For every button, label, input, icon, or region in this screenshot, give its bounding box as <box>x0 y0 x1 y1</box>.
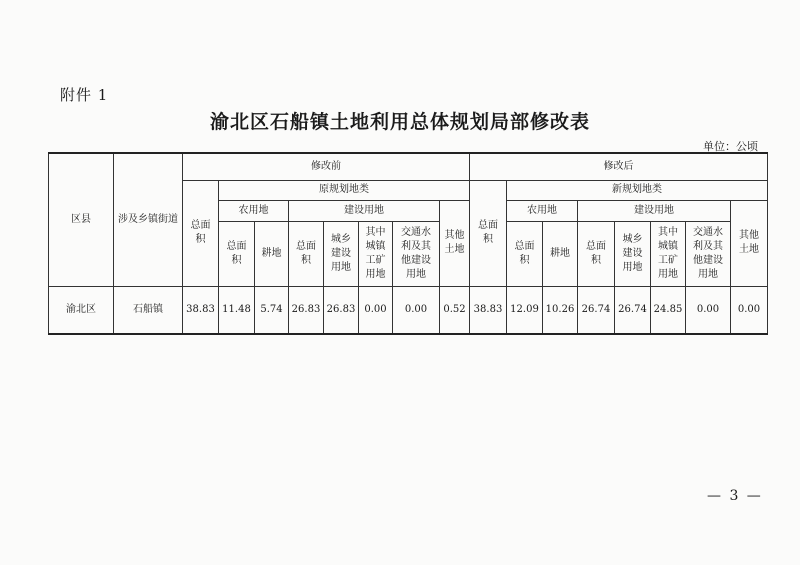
cell-before-cultivated: 5.74 <box>255 286 289 334</box>
header-before-transport: 交通水利及其他建设用地 <box>393 221 440 286</box>
cell-before-other: 0.52 <box>440 286 470 334</box>
header-after-urban-rural: 城乡建设用地 <box>615 221 651 286</box>
cell-before-total: 38.83 <box>183 286 219 334</box>
header-before-total-area: 总面积 <box>183 180 219 286</box>
cell-before-agri-total: 11.48 <box>219 286 255 334</box>
header-after-cons-total: 总面积 <box>578 221 615 286</box>
header-after-cultivated: 耕地 <box>543 221 578 286</box>
header-before-agri: 农用地 <box>219 200 289 221</box>
modification-table <box>48 152 768 335</box>
header-before-urban-rural: 城乡建设用地 <box>324 221 359 286</box>
header-before: 修改前 <box>183 153 470 180</box>
cell-after-urban-industrial: 24.85 <box>651 286 686 334</box>
header-after: 修改后 <box>470 153 768 180</box>
cell-before-urban-industrial: 0.00 <box>359 286 393 334</box>
header-new-class: 新规划地类 <box>507 180 768 200</box>
header-before-urban-industrial: 其中城镇工矿用地 <box>359 221 393 286</box>
page-number: — 3 — <box>707 488 763 504</box>
header-before-cons-total: 总面积 <box>289 221 324 286</box>
cell-after-other: 0.00 <box>731 286 768 334</box>
header-district: 区县 <box>49 153 114 286</box>
cell-after-urban-rural: 26.74 <box>615 286 651 334</box>
header-before-agri-total: 总面积 <box>219 221 255 286</box>
unit-label: 单位：公顷 <box>703 140 758 153</box>
header-after-total-area: 总面积 <box>470 180 507 286</box>
cell-after-total: 38.83 <box>470 286 507 334</box>
document-title: 渝北区石船镇土地利用总体规划局部修改表 <box>209 111 590 133</box>
header-before-other-land: 其他土地 <box>440 200 470 286</box>
attachment-label: 附件 1 <box>60 86 109 104</box>
header-after-agri-total: 总面积 <box>507 221 543 286</box>
header-after-urban-industrial: 其中城镇工矿用地 <box>651 221 686 286</box>
cell-after-cultivated: 10.26 <box>543 286 578 334</box>
header-orig-class: 原规划地类 <box>219 180 470 200</box>
header-before-cultivated: 耕地 <box>255 221 289 286</box>
cell-after-cons-total: 26.74 <box>578 286 615 334</box>
header-after-construction: 建设用地 <box>578 200 731 221</box>
header-town: 涉及乡镇街道 <box>114 153 183 286</box>
header-after-transport: 交通水利及其他建设用地 <box>686 221 731 286</box>
cell-after-transport: 0.00 <box>686 286 731 334</box>
header-after-other-land: 其他土地 <box>731 200 768 286</box>
cell-before-urban-rural: 26.83 <box>324 286 359 334</box>
header-before-construction: 建设用地 <box>289 200 440 221</box>
cell-district: 渝北区 <box>49 286 114 334</box>
cell-before-transport: 0.00 <box>393 286 440 334</box>
cell-after-agri-total: 12.09 <box>507 286 543 334</box>
header-after-agri: 农用地 <box>507 200 578 221</box>
cell-town: 石船镇 <box>114 286 183 334</box>
cell-before-cons-total: 26.83 <box>289 286 324 334</box>
